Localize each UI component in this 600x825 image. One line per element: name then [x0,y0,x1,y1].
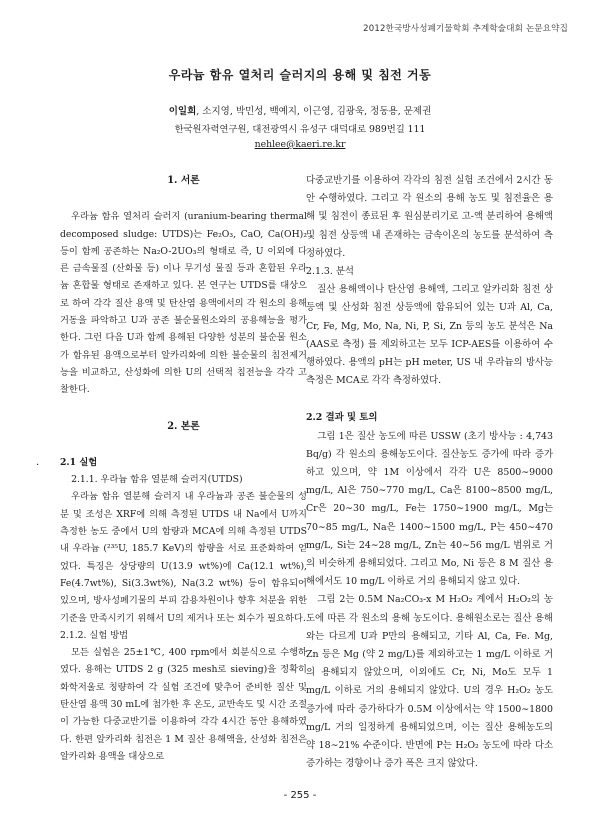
subsubsection-heading-analysis: 2.1.3. 분석 [306,266,354,278]
results-paragraph-1: 그림 1은 질산 농도에 따른 USSW (초기 방사능 : 4,743 Bq/g) 각 원소의 용해농도이다. 질산농도 증가에 따라 증가하고 있으며, 약 1M 이상에서 각각 U은 8500∼9000 mg/L, Al은 750∼770 mg/L, Ca은 8100∼8500 mg/L, Cr은 20∼30 mg/L, Fe는 1750∼1900 mg/L, Mg는 70∼85 mg/L, Na은 1400∼1500 mg/L, P는 450∼470 mg/L, Si는 24∼28 mg/L, Zn는 40∼56 mg/L 범위로 거의 비슷하게 용해되었다. 그리고 Mo, Ni 등은 8 M 질산 용해에서도 10 mg/L 이하로 거의 용해되지 않고 있다. [306,430,553,588]
results-paragraph-2: 그림 2는 0.5M Na₂CO₃-x M H₂O₂ 계에서 H₂O₂의 농도에 따른 각 원소의 용해 농도이다. 용해원소로는 질산 용해와는 다르게 U과 P만의 용해되고, 기타 Al, Ca, Fe. Mg, Zn 등은 Mg (약 2 mg/L)를 제외하고는 1 mg/L 이하로 거의 용해되지 않았으며, 이외에도 Cr, Ni, Mo도 모두 1 mg/L 이하로 거의 용해되지 않았다. U의 경우 H₂O₂ 농도 증가에 따라 증가하다가 0.5M 이상에서는 약 1500∼1800 mg/L 거의 일정하게 용해되었으며, 이는 질산 용해농도의 약 18∼21% 수준이다. 반면에 P는 H₂O₂ 농도에 따라 다소 증가하는 경향이나 증가 폭은 크지 않았다. [306,594,553,770]
paper-title: 우라늄 함유 열처리 슬러지의 용해 및 침전 거동 [168,68,432,82]
lead-author: 이일희 [168,106,197,117]
right-column [306,172,553,774]
section-heading-intro: 1. 서론 [167,175,200,186]
subsubsection-heading-utds: 2.1.1. 우라늄 함유 열분해 슬러지(UTDS) [71,474,243,486]
subsubsection-heading-method: 2.1.2. 실험 방법 [60,629,129,641]
page-number: - 255 - [283,790,317,801]
margin-mark: · [36,460,40,471]
utds-paragraph: 우라늄 함유 열분해 슬러지 내 우라늄과 공존 불순물의 성분 및 조성은 XRF에 의해 측정된 UTDS 내 Na에서 U까지 측정한 농도 중에서 U의 함량과 MCA에 의해 측정된 UTDS 내 우라늄 (²³⁵U, 185.7 KeV)의 함량을 서로 표준화하여 얻었다. 특징은 상당량의 U(13.9 wt%)에 Ca(12.1 wt%), Fe(4.7wt%), Si(3.3wt%), Na(3.2 wt%) 등이 함유되어 있으며, 방사성폐기물의 부피 감용차원이나 향후 처분을 위한 기준을 만족시키기 위해서 U의 제거나 또는 회수가 필요하다. [60,491,307,624]
method-continuation: 다중교반기를 이용하여 각각의 침전 실험 조건에서 2시간 동안 수행하였다. 그리고 각 원소의 용해 농도 및 침전율은 용해 및 침전이 종료된 후 원심분리기로 고-액 분리하여 용해액 및 침전 상등액 내 존재하는 금속이온의 농도를 분석하여 측정하였다. [306,175,553,259]
author-list [0,103,600,117]
method-paragraph: 모든 실험은 25±1℃, 400 rpm에서 회분식으로 수행하였다. 용해는 UTDS 2 g (325 mesh로 sieving)을 정확히 화학저울로 칭량하여 각 실험 조건에 맞추어 준비한 질산 및 탄산염 용액 30 mL에 첨가한 후 온도, 교반속도 및 시간 조절이 가능한 다중교반기를 이용하여 각각 4시간 동안 용해하였다. 한편 알카리화 침전은 1 M 질산 용해액을, 산성화 침전은 알카리화 용액을 대상으로 [60,647,307,762]
co-authors: , 소지영, 박민성, 백예지, 이근영, 김광욱, 정동용, 문제권 [196,106,432,117]
email-link[interactable]: nehlee@kaeri.re.kr [254,139,346,150]
left-column [60,172,307,765]
subsection-heading-results: 2.2 결과 및 토의 [306,412,378,424]
section-heading-body: 2. 본론 [167,420,200,432]
running-header: 2012한국방사성폐기물학회 추계학술대회 논문요약집 [363,24,568,34]
subsection-heading-experiment: 2.1 실험 [60,456,98,468]
affiliation: 한국원자력연구원, 대전광역시 유성구 대덕대로 989번길 111 [174,124,426,135]
intro-paragraph: 우라늄 함유 열처리 슬러지 (uranium-bearing thermal decomposed sludge: UTDS)는 Fe₂O₃, CaO, Ca(OH)₂ 등이 함께 공존하는 Na₂O-2UO₃의 형태로 즉, U 이외에 다른 금속물질 (산화물 등) 이나 무기성 물질 등과 혼합된 우라늄 혼합물 형태로 존재하고 있다. 본 연구는 UTDS를 대상으로 하여 각각 질산 용액 및 탄산염 용액에서의 각 원소의 용해 거동을 파악하고 U과 공존 불순물원소와의 공용해능을 평가한다. 그런 다음 U과 함께 용해된 다양한 성분의 불순물 원소가 함유된 용액으로부터 알카리화에 의한 불순물의 침전제거능을 비교하고, 산성화에 의한 U의 선택적 침전능을 각각 고찰한다. [60,211,307,396]
analysis-paragraph: 질산 용해액이나 탄산염 용해액, 그리고 알카리화 침전 상등액 및 산성화 침전 상등액에 함유되어 있는 U과 Al, Ca, Cr, Fe, Mg, Mo, Na, Ni, P, Si, Zn 등의 농도 분석은 Na (AAS로 측정) 를 제외하고는 모두 ICP-AES를 이용하여 수행하였다. 용액의 pH는 pH meter, US 내 우라늄의 방사능 측정은 MCA로 각각 측정하였다. [306,284,553,387]
